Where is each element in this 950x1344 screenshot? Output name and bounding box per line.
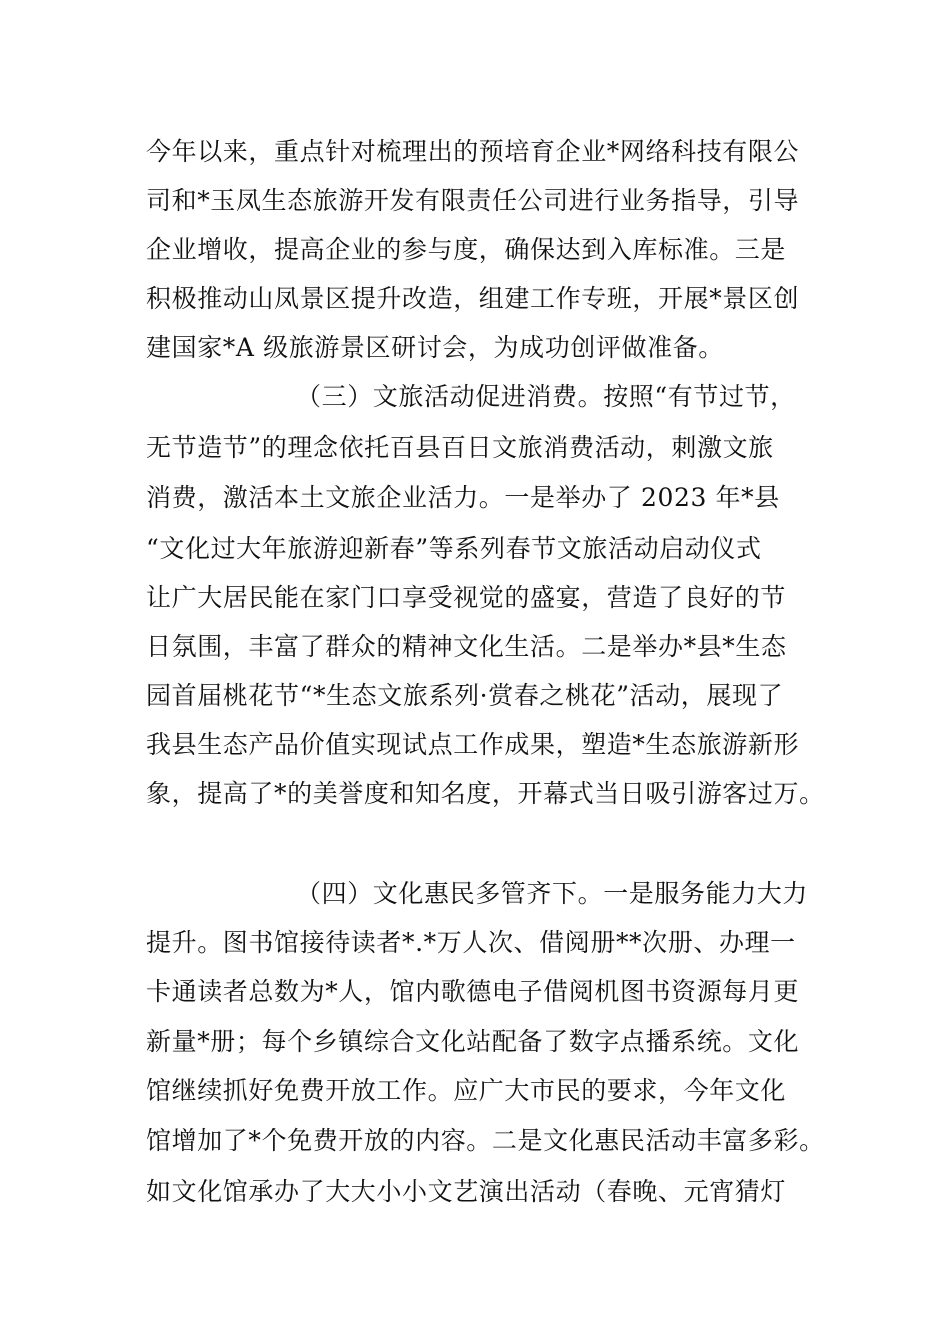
text-line: 无节造节”的理念依托百县百日文旅消费活动，刺激文旅 <box>146 433 774 462</box>
text-line: 卡通读者总数为*人，馆内歌德电子借阅机图书资源每月更 <box>146 977 800 1006</box>
text-line: 企业增收，提高企业的参与度，确保达到入库标准。三是 <box>146 235 787 264</box>
text-line: 日氛围，丰富了群众的精神文化生活。二是举办*县*生态 <box>146 632 787 661</box>
text-line: 我县生态产品价值实现试点工作成果，塑造*生态旅游新形 <box>146 730 800 759</box>
section-heading-line: （三）文旅活动促进消费。按照“有节过节， <box>296 382 796 411</box>
text-line: 今年以来，重点针对梳理出的预培育企业*网络科技有限公 <box>146 137 800 166</box>
text-line: 馆增加了*个免费开放的内容。二是文化惠民活动丰富多彩。 <box>146 1126 825 1155</box>
text-line: 积极推动山凤景区提升改造，组建工作专班，开展*景区创 <box>146 284 800 313</box>
text-line: 消费，激活本土文旅企业活力。一是举办了 2023 年*县 <box>146 483 780 512</box>
text-line: 让广大居民能在家门口享受视觉的盛宴，营造了良好的节 <box>146 583 787 612</box>
text-line: “文化过大年旅游迎新春”等系列春节文旅活动启动仪式 <box>146 534 762 563</box>
text-line: 园首届桃花节“*生态文旅系列·赏春之桃花”活动，展现了 <box>146 681 784 710</box>
text-line: 建国家*A 级旅游景区研讨会，为成功创评做准备。 <box>146 333 724 362</box>
text-line: 馆继续抓好免费开放工作。应广大市民的要求，今年文化 <box>146 1076 787 1105</box>
section-heading-line: （四）文化惠民多管齐下。一是服务能力大力 <box>296 879 809 908</box>
text-line: 如文化馆承办了大大小小文艺演出活动（春晚、元宵猜灯 <box>146 1177 787 1206</box>
text-line: 新量*册；每个乡镇综合文化站配备了数字点播系统。文化 <box>146 1027 800 1056</box>
text-line: 象，提高了*的美誉度和知名度，开幕式当日吸引游客过万。 <box>146 779 825 808</box>
text-line: 提升。图书馆接待读者*.*万人次、借阅册**次册、办理一 <box>146 928 796 957</box>
text-line: 司和*玉凤生态旅游开发有限责任公司进行业务指导，引导 <box>146 186 800 215</box>
